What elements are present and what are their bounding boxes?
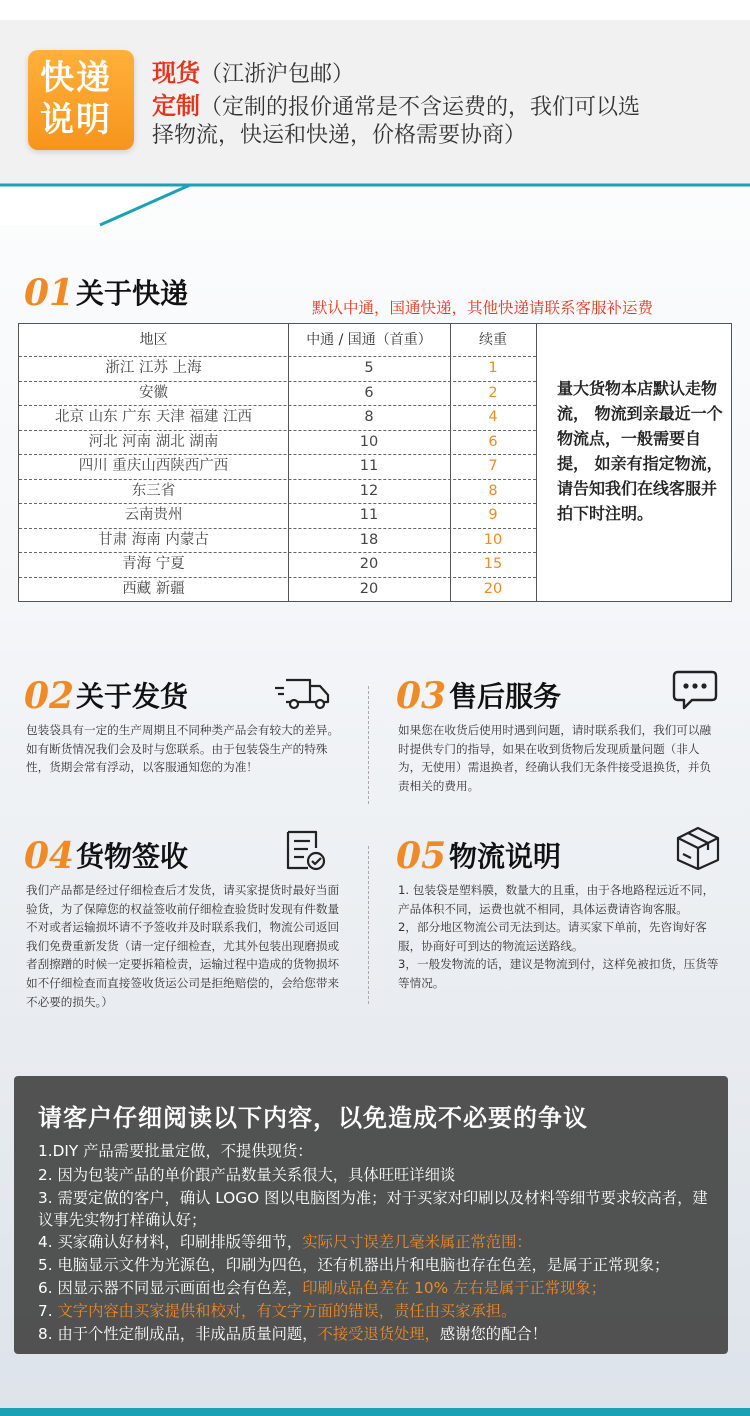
section-02-text: 包装袋具有一定的生产周期且不同种类产品会有较大的差异。如有断货情况我们会及时与您联系。由于包装袋生产的特殊性，货期会常有浮动，以客服通知您的为准！: [26, 723, 340, 775]
notice-item-orange: 不接受退货处理，: [317, 1325, 440, 1343]
table-cell-first: 12: [359, 482, 379, 499]
table-cell-region: 东三省: [131, 482, 176, 499]
notice-item-plain: 6. 因显示器不同显示画面也会有色差，: [38, 1279, 303, 1297]
notice-item-orange: 印刷成品色差在 10% 左右是属于正常现象；: [302, 1279, 606, 1297]
notice-item-plain: 2. 因为包装产品的单价跟产品数量关系很大，具体旺旺详细谈: [38, 1166, 456, 1184]
notice-item-plain: 3. 需要定做的客户，确认 LOGO 图以电脑图为准；对于买家对印刷以及材料等细节要求较高者，建议事先实物打样确认好；: [38, 1189, 708, 1229]
express-info-badge: [28, 50, 134, 150]
section-01-title: 关于快递: [76, 277, 189, 310]
table-cell-region: 河北 河南 湖北 湖南: [88, 433, 219, 450]
table-cell-region: 安徽: [139, 384, 168, 401]
table-cell-region: 四川 重庆山西陕西广西: [78, 458, 229, 474]
table-cell-region: 青海 宁夏: [122, 556, 185, 572]
table-cell-region: 北京 山东 广东 天津 福建 江西: [54, 409, 253, 425]
notice-item: [38, 1254, 714, 1276]
bottom-teal-band: [0, 1408, 750, 1416]
notice-item: [38, 1164, 714, 1186]
custom-line-2: [152, 121, 526, 151]
notice-item-plain: 5. 电脑显示文件为光源色，印刷为四色，还有机器出片和电脑也存在色差，是属于正常现象；: [38, 1256, 670, 1274]
notice-item-plain: 1.DIY 产品需要批量定做，不提供现货：: [38, 1142, 313, 1160]
section-04-text: 我们产品都是经过仔细检查后才发货，请买家提货时最好当面验货，为了保障您的权益签收前仔细检查验货时发现有件数量不对或者运输损坏请不予签收并及时联系我们，物流公司返回我们免费重新发货（请一定仔细检查，尤其外包装出现磨损或者刮擦蹭的时候一定要拆箱检责，运输过程中造成的货物损坏如不仔细检查而直接签收货运公司是拒绝赔偿的，会给您带来不必要的损失。）: [26, 883, 340, 1009]
notice-item-plain: 7.: [38, 1302, 58, 1320]
table-cell-extra: 2: [488, 384, 498, 401]
logistics-line-2: 2，部分地区物流公司无法到达。请买家下单前，先咨询好客服，协商好可到达的物流运送路线。: [398, 920, 707, 953]
table-cell-extra: 20: [483, 580, 503, 597]
table-cell-region: 浙江 江苏 上海: [105, 360, 202, 376]
table-cell-first: 5: [364, 360, 374, 376]
badge-line2: 说明: [40, 100, 112, 140]
shipping-rate-table: [18, 323, 732, 602]
section-01-number: 01: [24, 272, 75, 314]
checklist-icon: [278, 828, 338, 872]
table-cell-region: 西藏 新疆: [122, 580, 185, 597]
table-cell-extra: 10: [483, 531, 503, 548]
table-cell-first: 11: [359, 458, 379, 474]
courier-note: 默认中通，国通快递，其他快递请联系客服补运费: [312, 299, 654, 317]
notice-item: [38, 1140, 714, 1162]
custom-line: [152, 91, 640, 123]
table-cell-extra: 4: [488, 409, 498, 425]
stock-line: [152, 58, 354, 90]
table-cell-region: 甘肃 海南 内蒙古: [98, 531, 209, 548]
section-04-title: 货物签收: [76, 840, 189, 873]
notice-item-tail: 感谢您的配合！: [439, 1325, 547, 1343]
custom-label: 定制: [152, 92, 200, 120]
table-cell-first: 20: [359, 580, 379, 597]
table-cell-extra: 7: [488, 458, 498, 474]
table-cell-extra: 9: [488, 507, 498, 523]
table-cell-extra: 6: [488, 433, 498, 450]
section-02-title: 关于发货: [76, 680, 189, 713]
table-cell-first: 10: [359, 433, 379, 450]
logistics-line-3: 3，一般发物流的话，建议是物流到付，这样免被扣货，压货等等情况。: [398, 957, 719, 990]
section-03-number: 03: [396, 675, 447, 717]
delivery-truck-icon: [272, 670, 332, 714]
table-cell-extra: 15: [483, 556, 503, 572]
table-cell-first: 11: [359, 507, 379, 523]
badge-line1: 快递: [40, 58, 112, 98]
notice-item-orange: 文字内容由买家提供和校对，有文字方面的错误，责任由买家承担。: [57, 1302, 517, 1320]
notice-title: 请客户仔细阅读以下内容，以免造成不必要的争议: [38, 1103, 588, 1132]
dotted-divider: [368, 846, 369, 1004]
section-03-text: 如果您在收货后使用时遇到问题，请时联系我们，我们可以融时提供专门的指导，如果在收到货物后发现质量问题（非人为，无使用）需退换者，经确认我们无条件接受退换货，并负责相关的费用。: [398, 723, 712, 793]
logistics-side-note: 量大货物本店默认走物流， 物流到亲最近一个物流点，一般需要自提， 如亲有指定物流， 请告知我们在线客服并拍下时注明。: [557, 379, 723, 523]
table-cell-first: 18: [359, 531, 379, 548]
stock-label: 现货: [152, 59, 200, 87]
notice-item: [38, 1277, 714, 1299]
custom-text-1: （定制的报价通常是不含运费的，我们可以选: [200, 95, 641, 120]
header-extra-weight: 续重: [479, 332, 507, 348]
table-cell-extra: 8: [488, 482, 498, 499]
header-first-weight: 中通 / 国通（首重）: [306, 332, 432, 348]
custom-text-2: 择物流，快运和快递，价格需要协商）: [152, 123, 527, 148]
section-05-number: 05: [396, 835, 447, 877]
notice-item: [38, 1300, 714, 1322]
section-05-text: [398, 881, 720, 993]
notice-item: [38, 1231, 714, 1253]
notice-item: [38, 1187, 714, 1231]
stock-text: （江浙沪包邮）: [200, 62, 355, 87]
notice-item-plain: 8. 由于个性定制成品，非成品质量问题，: [38, 1325, 318, 1343]
section-03-title: 售后服务: [449, 680, 562, 713]
notice-item-plain: 4. 买家确认好材料，印刷排版等细节，: [38, 1233, 303, 1251]
notice-item-orange: 实际尺寸误差几毫米属正常范围：: [302, 1233, 532, 1251]
dotted-divider: [368, 686, 369, 804]
chat-bubble-icon: [666, 668, 726, 712]
notice-item: [38, 1323, 714, 1345]
table-cell-first: 6: [364, 384, 374, 401]
header-region: 地区: [139, 332, 168, 348]
package-box-icon: [668, 826, 728, 870]
section-02-number: 02: [24, 675, 75, 717]
table-cell-first: 8: [364, 409, 374, 425]
section-05-title: 物流说明: [449, 840, 562, 873]
logistics-line-1: 1. 包装袋是塑料膜，数量大的且重，由于各地路程远近不同，产品体积不同，运费也就不相同，具体运费请咨询客服。: [398, 883, 715, 916]
section-04-number: 04: [24, 835, 75, 877]
col-divider: [536, 324, 537, 601]
table-cell-region: 云南贵州: [124, 507, 183, 523]
notice-box: [14, 1076, 728, 1354]
table-cell-extra: 1: [488, 360, 498, 376]
table-cell-first: 20: [359, 556, 379, 572]
